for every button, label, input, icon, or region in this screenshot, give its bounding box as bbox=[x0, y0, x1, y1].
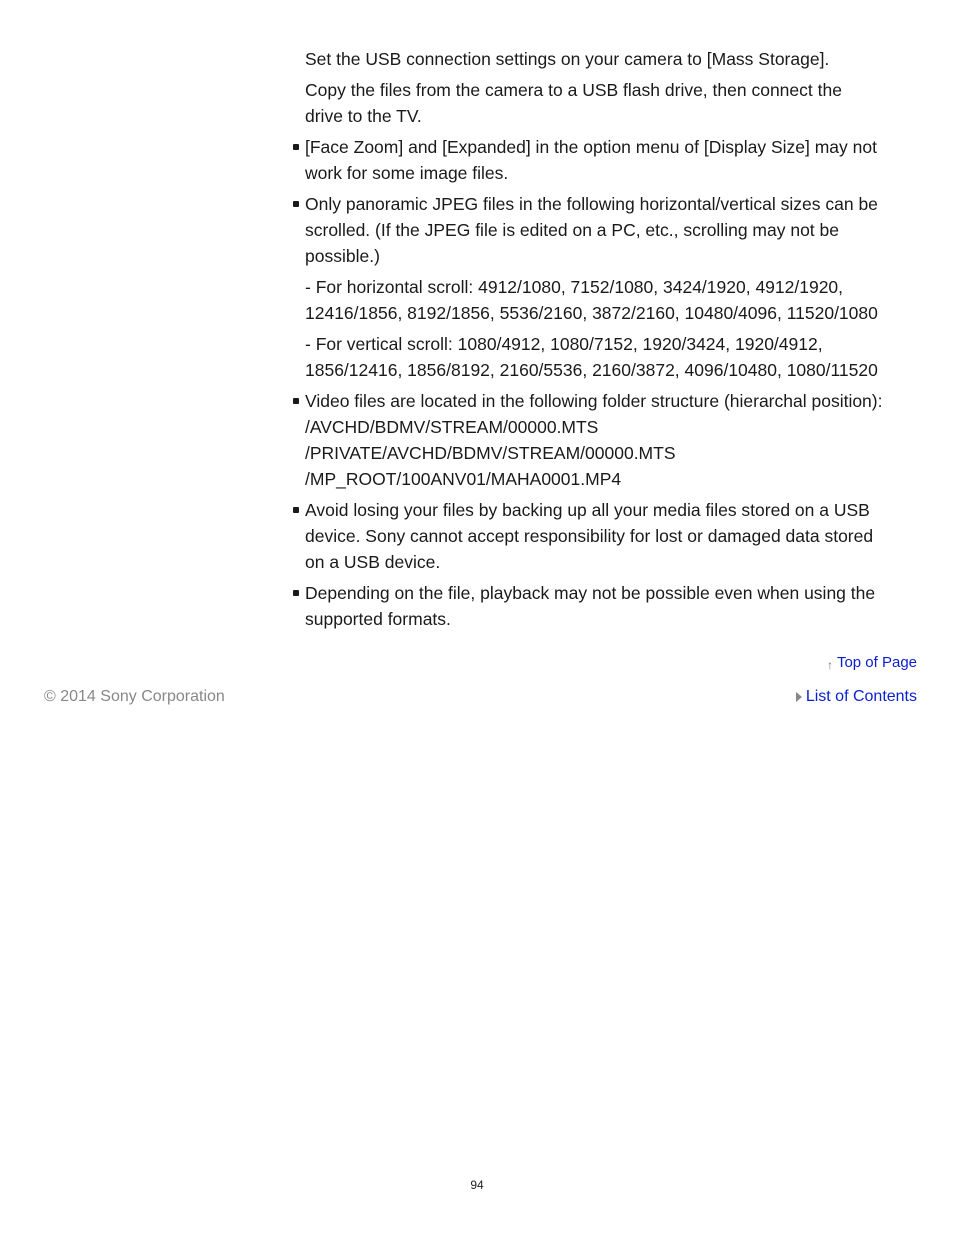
text-line: Video files are located in the following folder structure (hierarchal position): bbox=[305, 391, 883, 411]
text-line: Avoid losing your files by backing up all your media files stored on a USB bbox=[305, 500, 870, 520]
paragraph bbox=[292, 46, 922, 72]
text-line: possible.) bbox=[305, 246, 380, 266]
text-line: scrolled. (If the JPEG file is edited on a PC, etc., scrolling may not be bbox=[305, 220, 839, 240]
page-number: 94 bbox=[470, 1178, 484, 1192]
bullet-item bbox=[292, 191, 922, 269]
text-line: 12416/1856, 8192/1856, 5536/2160, 3872/2160, 10480/4096, 11520/1080 bbox=[305, 303, 878, 323]
text-line: drive to the TV. bbox=[305, 106, 422, 126]
text-line: - For vertical scroll: 1080/4912, 1080/7152, 1920/3424, 1920/4912, bbox=[305, 334, 823, 354]
text-line: device. Sony cannot accept responsibility for lost or damaged data stored bbox=[305, 526, 874, 546]
text-line: Set the USB connection settings on your camera to [Mass Storage]. bbox=[305, 49, 830, 69]
text-line: - For horizontal scroll: 4912/1080, 7152/1080, 3424/1920, 4912/1920, bbox=[305, 277, 844, 297]
bullet-item bbox=[292, 580, 922, 632]
text-line: supported formats. bbox=[305, 609, 451, 629]
bullet-item bbox=[292, 388, 922, 492]
right-triangle-icon bbox=[796, 692, 802, 702]
copyright: © 2014 Sony Corporation bbox=[44, 688, 225, 705]
text-line: 1856/12416, 1856/8192, 2160/5536, 2160/3872, 4096/10480, 1080/11520 bbox=[305, 360, 878, 380]
text-line: Depending on the file, playback may not be possible even when using the bbox=[305, 583, 876, 603]
main-content bbox=[292, 46, 922, 637]
bullet-item bbox=[292, 497, 922, 575]
text-line: work for some image files. bbox=[305, 163, 509, 183]
text-line: /MP_ROOT/100ANV01/MAHA0001.MP4 bbox=[305, 469, 622, 489]
text-line: Copy the files from the camera to a USB flash drive, then connect the bbox=[305, 80, 842, 100]
text-line: on a USB device. bbox=[305, 552, 441, 572]
text-line: [Face Zoom] and [Expanded] in the option menu of [Display Size] may not bbox=[305, 137, 877, 157]
up-arrow-icon: ↑ bbox=[826, 658, 833, 672]
text-line: /AVCHD/BDMV/STREAM/00000.MTS bbox=[305, 417, 599, 437]
text-line: /PRIVATE/AVCHD/BDMV/STREAM/00000.MTS bbox=[305, 443, 676, 463]
paragraph bbox=[292, 331, 922, 383]
bullet-item bbox=[292, 134, 922, 186]
paragraph bbox=[292, 77, 922, 129]
text-line: Only panoramic JPEG files in the following horizontal/vertical sizes can be bbox=[305, 194, 878, 214]
top-of-page-link[interactable] bbox=[827, 653, 917, 672]
top-of-page-label: Top of Page bbox=[836, 654, 917, 671]
list-of-contents-label: List of Contents bbox=[805, 688, 917, 705]
paragraph bbox=[292, 274, 922, 326]
list-of-contents-link[interactable] bbox=[796, 688, 917, 706]
